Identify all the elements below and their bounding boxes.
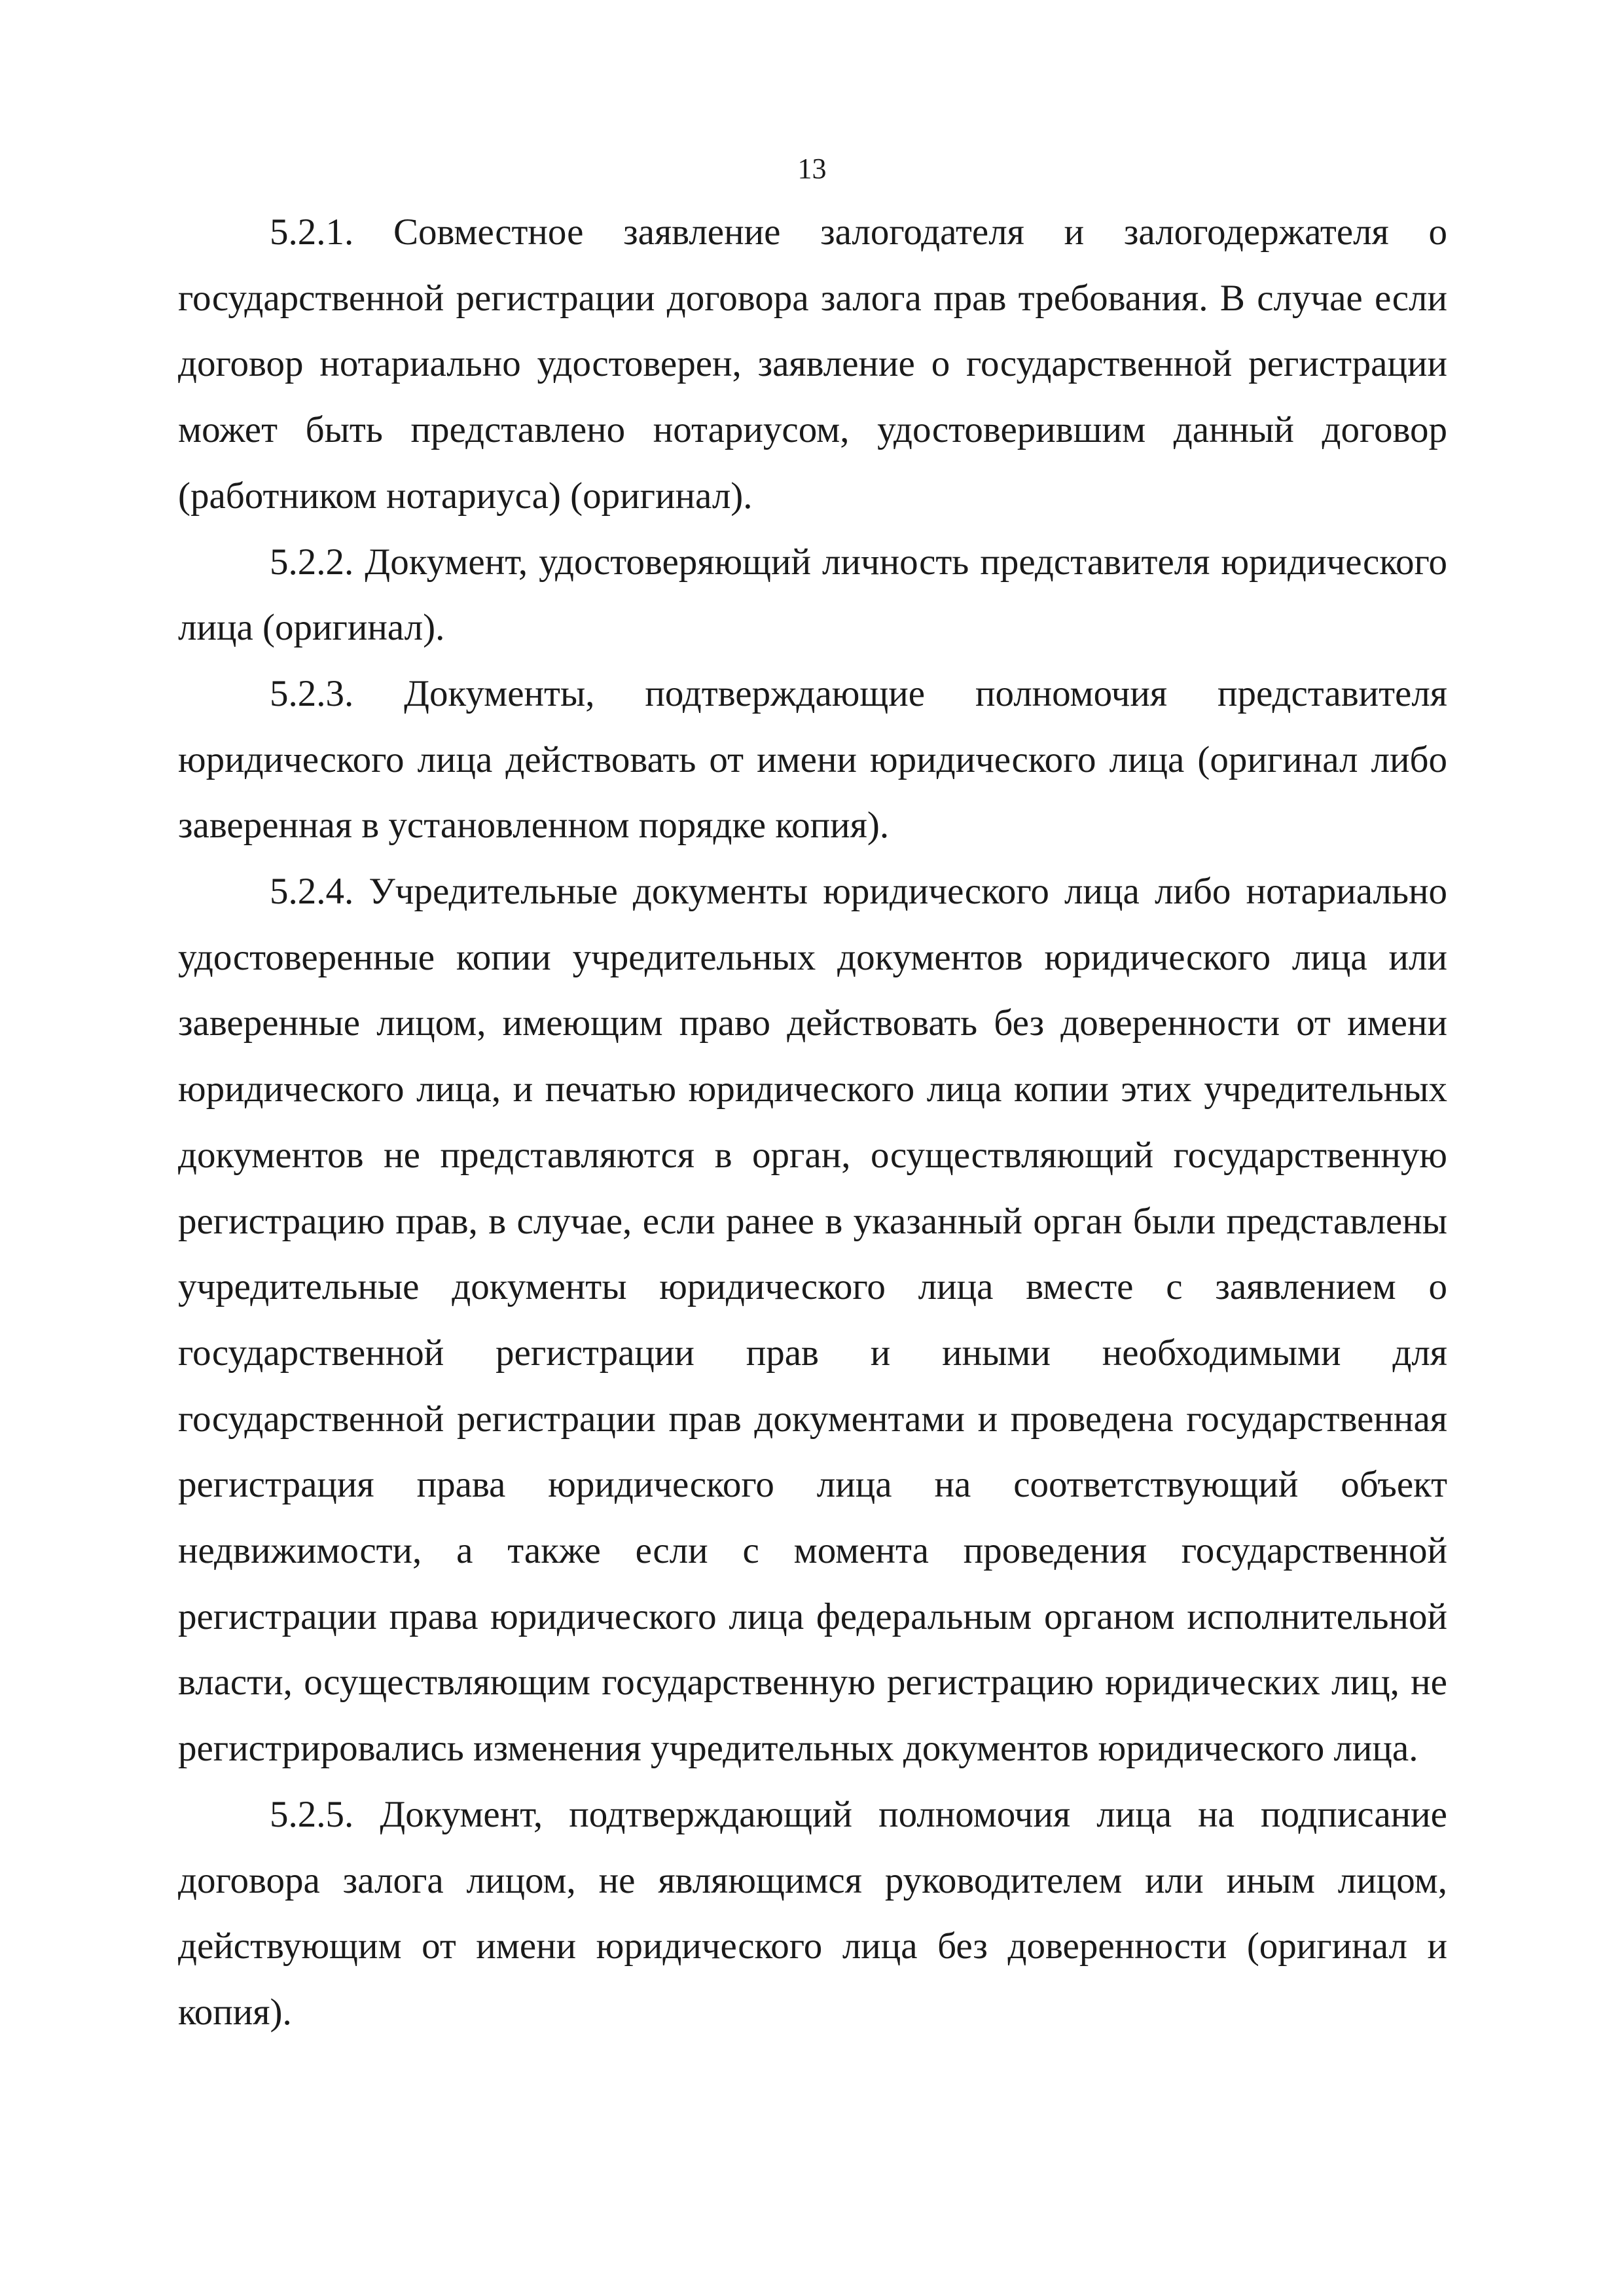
paragraph-5-2-3: 5.2.3. Документы, подтверждающие полномочия представителя юридического лица действовать от имени юридического лица (оригинал либо заверенная в установленном порядке копия). <box>178 672 1447 847</box>
page-number: 13 <box>797 153 827 185</box>
paragraph-5-2-5: 5.2.5. Документ, подтверждающий полномочия лица на подписание договора залога лицом, не являющимся руководителем или иным лицом, действующим от имени юридического лица без доверенности (оригинал и копия). <box>178 1793 1447 2033</box>
paragraph-5-2-4: 5.2.4. Учредительные документы юридического лица либо нотариально удостоверенные копии учредительных документов юридического лица или заверенные лицом, имеющим право действовать без доверенности от имени юридического лица, и печатью юридического лица копии этих учредительных документов не представляются в орган, осуществляющий государственную регистрацию прав, в случае, если ранее в указанный орган были представлены учредительные документы юридического лица вместе с заявлением о государственной регистрации прав и иными необходимыми для государственной регистрации прав документами и проведена государственная регистрация права юридического лица на соответствующий объект недвижимости, а также если с момента проведения государственной регистрации права юридического лица федеральным органом исполнительной власти, осуществляющим государственную регистрацию юридических лиц, не регистрировались изменения учредительных документов юридического лица. <box>178 871 1447 1770</box>
document-body <box>178 200 1447 2046</box>
paragraph-5-2-2: 5.2.2. Документ, удостоверяющий личность представителя юридического лица (оригинал). <box>178 541 1447 649</box>
paragraph-5-2-1: 5.2.1. Совместное заявление залогодателя и залогодержателя о государственной регистрации договора залога прав требования. В случае если договор нотариально удостоверен, заявление о государственной регистрации может быть представлено нотариусом, удостоверившим данный договор (работником нотариуса) (оригинал). <box>178 211 1447 517</box>
